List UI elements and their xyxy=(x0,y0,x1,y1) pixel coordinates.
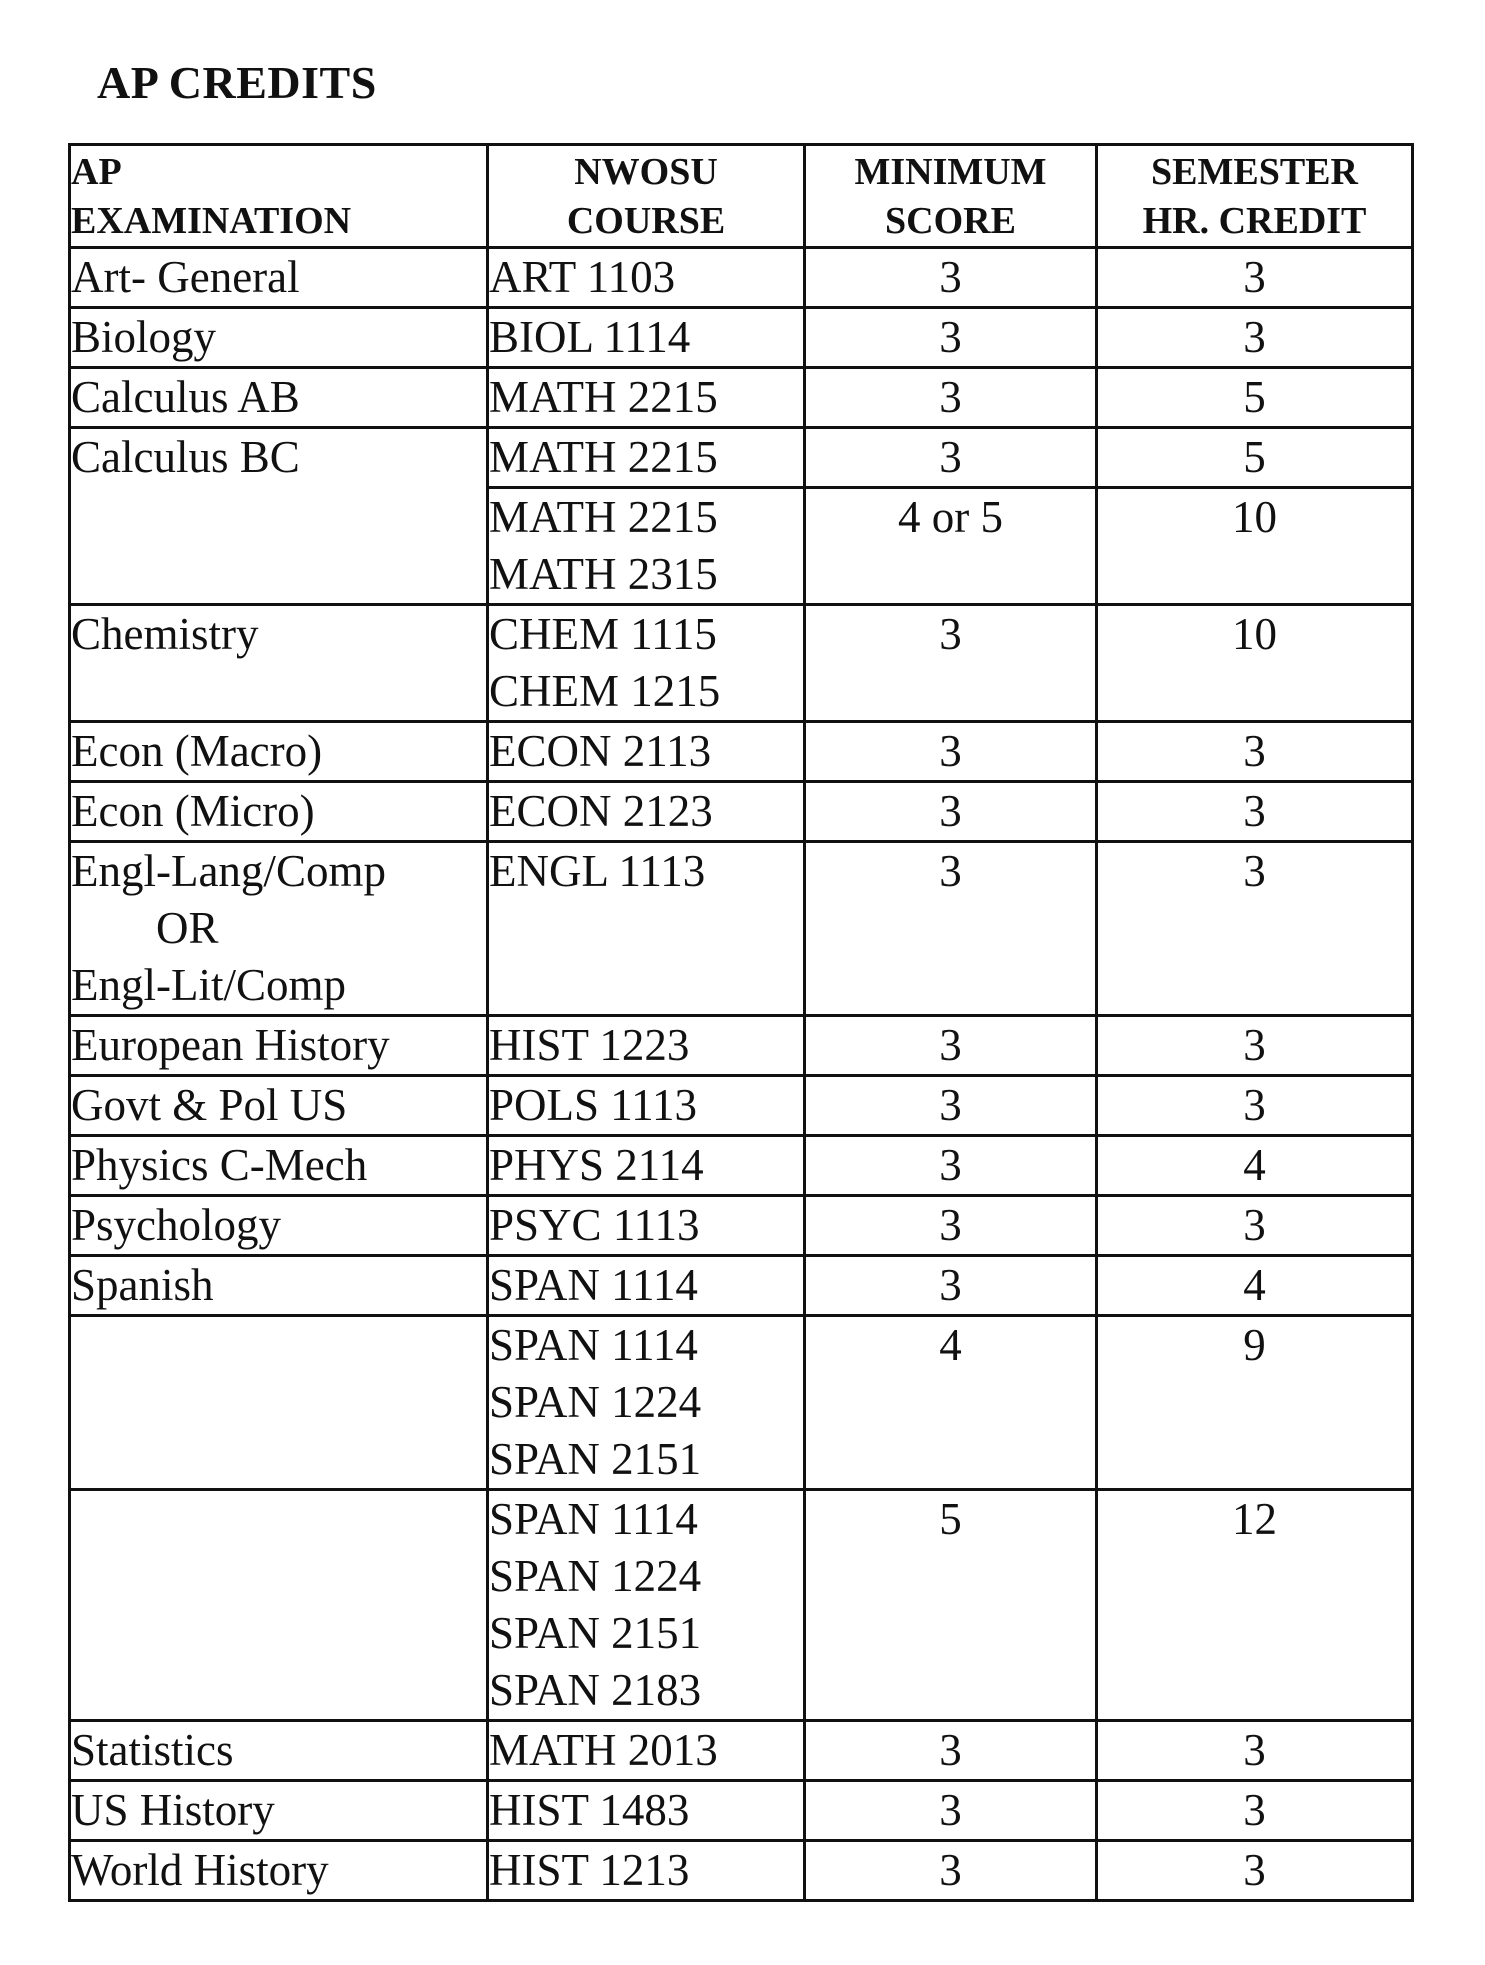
table-row xyxy=(70,1196,1413,1256)
min-score-cell: 3 xyxy=(805,605,1097,722)
credit-cell: 3 xyxy=(1097,1721,1413,1781)
credit-cell: 5 xyxy=(1097,368,1413,428)
table-row xyxy=(70,1256,1413,1316)
table-row xyxy=(70,782,1413,842)
exam-cell: European History xyxy=(70,1016,488,1076)
min-score-cell: 3 xyxy=(805,1076,1097,1136)
table-header-row xyxy=(70,145,1413,248)
course-cell: PHYS 2114 xyxy=(488,1136,805,1196)
min-score-cell: 5 xyxy=(805,1490,1097,1721)
min-score-cell: 3 xyxy=(805,1781,1097,1841)
min-score-cell: 3 xyxy=(805,368,1097,428)
credit-cell: 3 xyxy=(1097,1781,1413,1841)
credit-cell: 5 xyxy=(1097,428,1413,488)
course-cell: MATH 2215 MATH 2315 xyxy=(488,488,805,605)
exam-cell: Govt & Pol US xyxy=(70,1076,488,1136)
credit-cell: 3 xyxy=(1097,782,1413,842)
min-score-cell: 4 or 5 xyxy=(805,488,1097,605)
exam-cell xyxy=(70,1490,488,1721)
course-cell: ECON 2123 xyxy=(488,782,805,842)
exam-cell: Statistics xyxy=(70,1721,488,1781)
exam-cell: Calculus BC xyxy=(70,428,488,605)
table-row xyxy=(70,248,1413,308)
page-title: AP CREDITS xyxy=(97,57,377,108)
exam-cell xyxy=(70,1316,488,1490)
table-row xyxy=(70,308,1413,368)
min-score-cell: 3 xyxy=(805,1016,1097,1076)
exam-cell: Engl-Lang/Comp OR Engl-Lit/Comp xyxy=(70,842,488,1016)
course-cell: HIST 1223 xyxy=(488,1016,805,1076)
table-row xyxy=(70,605,1413,722)
exam-cell: Econ (Macro) xyxy=(70,722,488,782)
credit-cell: 3 xyxy=(1097,842,1413,1016)
credit-cell: 12 xyxy=(1097,1490,1413,1721)
course-cell: HIST 1483 xyxy=(488,1781,805,1841)
table-row xyxy=(70,1721,1413,1781)
table-row xyxy=(70,1841,1413,1901)
min-score-cell: 3 xyxy=(805,1136,1097,1196)
exam-cell: Art- General xyxy=(70,248,488,308)
header-semester-hr-credit: SEMESTER HR. CREDIT xyxy=(1097,145,1413,248)
course-cell: MATH 2013 xyxy=(488,1721,805,1781)
min-score-cell: 3 xyxy=(805,1721,1097,1781)
credit-cell: 3 xyxy=(1097,1076,1413,1136)
course-cell: ART 1103 xyxy=(488,248,805,308)
table-row xyxy=(70,722,1413,782)
min-score-cell: 3 xyxy=(805,842,1097,1016)
exam-cell: Econ (Micro) xyxy=(70,782,488,842)
credit-cell: 3 xyxy=(1097,722,1413,782)
min-score-cell: 3 xyxy=(805,722,1097,782)
course-cell: PSYC 1113 xyxy=(488,1196,805,1256)
table-row xyxy=(70,1076,1413,1136)
exam-cell: Chemistry xyxy=(70,605,488,722)
course-cell: SPAN 1114 SPAN 1224 SPAN 2151 xyxy=(488,1316,805,1490)
table-row xyxy=(70,1136,1413,1196)
header-nwosu-course: NWOSU COURSE xyxy=(488,145,805,248)
min-score-cell: 3 xyxy=(805,1841,1097,1901)
course-cell: BIOL 1114 xyxy=(488,308,805,368)
credit-cell: 3 xyxy=(1097,308,1413,368)
credit-cell: 3 xyxy=(1097,1016,1413,1076)
table-row xyxy=(70,428,1413,488)
min-score-cell: 3 xyxy=(805,248,1097,308)
header-minimum-score: MINIMUM SCORE xyxy=(805,145,1097,248)
header-ap-examination: AP EXAMINATION xyxy=(70,145,488,248)
course-cell: CHEM 1115 CHEM 1215 xyxy=(488,605,805,722)
course-cell: SPAN 1114 SPAN 1224 SPAN 2151 SPAN 2183 xyxy=(488,1490,805,1721)
credit-cell: 3 xyxy=(1097,1196,1413,1256)
exam-cell: Biology xyxy=(70,308,488,368)
table-row xyxy=(70,1316,1413,1490)
table-row xyxy=(70,368,1413,428)
min-score-cell: 3 xyxy=(805,308,1097,368)
table-row xyxy=(70,1781,1413,1841)
table-row xyxy=(70,1016,1413,1076)
min-score-cell: 3 xyxy=(805,782,1097,842)
course-cell: HIST 1213 xyxy=(488,1841,805,1901)
course-cell: ECON 2113 xyxy=(488,722,805,782)
course-cell: ENGL 1113 xyxy=(488,842,805,1016)
credit-cell: 10 xyxy=(1097,605,1413,722)
exam-cell: Spanish xyxy=(70,1256,488,1316)
min-score-cell: 3 xyxy=(805,428,1097,488)
min-score-cell: 3 xyxy=(805,1256,1097,1316)
exam-cell: World History xyxy=(70,1841,488,1901)
exam-cell: Psychology xyxy=(70,1196,488,1256)
credit-cell: 4 xyxy=(1097,1136,1413,1196)
credit-cell: 3 xyxy=(1097,1841,1413,1901)
course-cell: MATH 2215 xyxy=(488,428,805,488)
credit-cell: 10 xyxy=(1097,488,1413,605)
min-score-cell: 4 xyxy=(805,1316,1097,1490)
credit-cell: 9 xyxy=(1097,1316,1413,1490)
min-score-cell: 3 xyxy=(805,1196,1097,1256)
course-cell: MATH 2215 xyxy=(488,368,805,428)
course-cell: SPAN 1114 xyxy=(488,1256,805,1316)
course-cell: POLS 1113 xyxy=(488,1076,805,1136)
exam-cell: Calculus AB xyxy=(70,368,488,428)
table-row xyxy=(70,1490,1413,1721)
exam-cell: Physics C-Mech xyxy=(70,1136,488,1196)
credit-cell: 4 xyxy=(1097,1256,1413,1316)
credit-cell: 3 xyxy=(1097,248,1413,308)
exam-cell: US History xyxy=(70,1781,488,1841)
table-row xyxy=(70,842,1413,1016)
ap-credits-table xyxy=(68,143,1414,1902)
